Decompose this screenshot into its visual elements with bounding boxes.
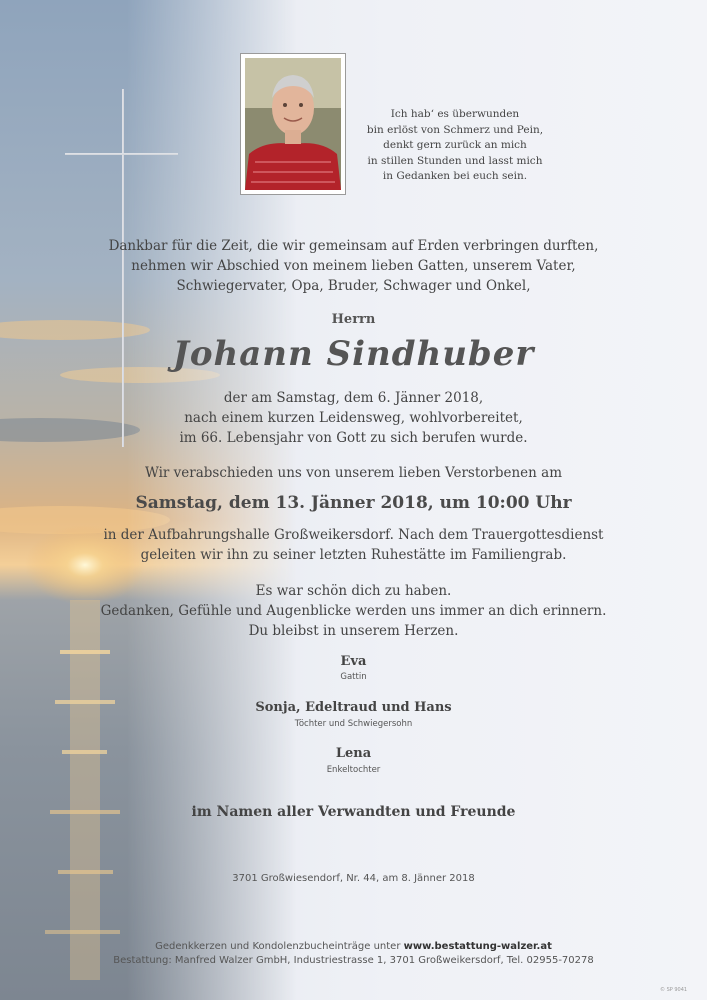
poem-line: Ich hab‘ es überwunden: [390, 108, 520, 120]
ceremony-details: [0, 525, 707, 565]
footer-line-1: [0, 940, 707, 954]
family-member-name: Sonja, Edeltraud und Hans: [255, 700, 452, 715]
closing-line: im Namen aller Verwandten und Freunde: [191, 804, 516, 820]
intro-line: Schwiegervater, Opa, Bruder, Schwager und Onkel,: [176, 278, 531, 294]
family-member-name: Eva: [340, 654, 367, 669]
copyright-mark: © SP 9041: [660, 987, 688, 993]
website-link[interactable]: www.bestattung-walzer.at: [403, 941, 552, 952]
ceremony-line: geleiten wir ihn zu seiner letzten Ruhestätte im Familiengrab.: [140, 547, 567, 563]
remembrance-line: Du bleibst in unserem Herzen.: [248, 623, 459, 639]
poem-line: in stillen Stunden und lasst mich: [367, 154, 543, 167]
farewell-intro: Wir verabschieden uns von unserem lieben Verstorbenen am: [144, 465, 563, 481]
memorial-poem: [360, 107, 550, 185]
intro-line: Dankbar für die Zeit, die wir gemeinsam auf Erden verbringen durften,: [108, 238, 599, 254]
death-line: im 66. Lebensjahr von Gott zu sich berufen wurde.: [179, 430, 528, 446]
poem-line: denkt gern zurück an mich: [383, 139, 527, 151]
remembrance-line: Gedanken, Gefühle und Augenblicke werden uns immer an dich erinnern.: [100, 603, 607, 619]
deceased-name: Johann Sindhuber: [172, 334, 535, 374]
poem-line: bin erlöst von Schmerz und Pein,: [366, 123, 544, 136]
footer-condolence-text: Gedenkkerzen und Kondolenzbucheinträge unter: [155, 941, 401, 952]
family-member-role: Töchter und Schwiegersohn: [294, 719, 413, 729]
family-member-name: Lena: [335, 746, 372, 761]
portrait-photo: [240, 53, 346, 195]
salutation: Herrn: [331, 312, 376, 327]
remembrance-line: Es war schön dich zu haben.: [255, 583, 452, 599]
family-member-role: Enkeltochter: [326, 765, 381, 775]
poem-line: in Gedanken bei euch sein.: [382, 170, 528, 182]
death-line: der am Samstag, dem 6. Jänner 2018,: [223, 390, 484, 406]
portrait-image: [245, 58, 341, 190]
intro-line: nehmen wir Abschied von meinem lieben Gatten, unserem Vater,: [131, 258, 576, 274]
ceremony-line: in der Aufbahrungshalle Großweikersdorf. Nach dem Trauergottesdienst: [103, 527, 604, 543]
cross-horizontal-beam: [65, 153, 178, 155]
ceremony-date: Samstag, dem 13. Jänner 2018, um 10:00 Uhr: [135, 493, 572, 513]
remembrance-text: [0, 581, 707, 641]
footer-line-2: Bestattung: Manfred Walzer GmbH, Industriestrasse 1, 3701 Großweikersdorf, Tel. 02955-70278: [113, 955, 594, 966]
death-notice: [0, 388, 707, 448]
intro-text: [0, 236, 707, 296]
footer: [0, 940, 707, 968]
death-line: nach einem kurzen Leidensweg, wohlvorbereitet,: [184, 410, 523, 426]
family-member-role: Gattin: [340, 672, 367, 682]
place-and-date: 3701 Großwiesendorf, Nr. 44, am 8. Jänner 2018: [232, 873, 475, 884]
